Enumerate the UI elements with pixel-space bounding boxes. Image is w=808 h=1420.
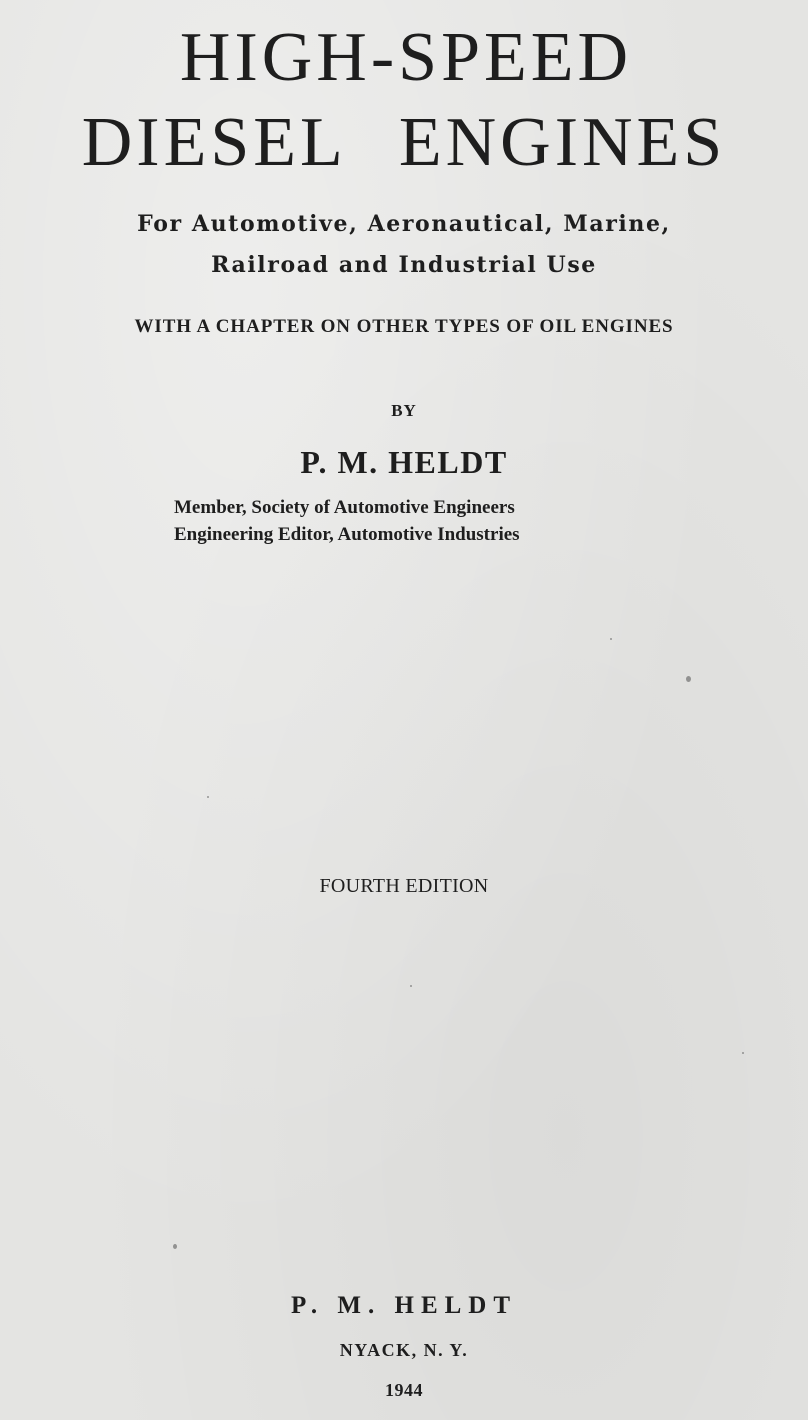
byline-by: BY <box>391 401 417 420</box>
subtitle-line2: Railroad and Industrial Use <box>211 252 597 278</box>
publisher-name: P. M. HELDT <box>290 1292 518 1319</box>
author-affiliation-1: Member, Society of Automotive Engineers <box>174 497 515 518</box>
edition-label: FOURTH EDITION <box>319 875 489 897</box>
publisher-place: NYACK, N. Y. <box>339 1340 469 1360</box>
paper-speck <box>742 1052 744 1054</box>
paper-speck <box>686 676 691 682</box>
book-title-line2 <box>0 103 808 183</box>
paper-speck <box>207 796 209 798</box>
publication-year: 1944 <box>385 1380 423 1400</box>
subtitle-line1: For Automotive, Aeronautical, Marine, <box>137 211 671 237</box>
book-title-line1: HIGH-SPEED <box>179 19 633 96</box>
author-affiliation-2: Engineering Editor, Automotive Industries <box>174 524 520 545</box>
chapter-note: WITH A CHAPTER ON OTHER TYPES OF OIL ENGINES <box>134 316 674 337</box>
paper-speck <box>410 985 412 987</box>
book-title-word-diesel: DIESEL <box>81 104 347 181</box>
author-name: P. M. HELDT <box>300 444 508 480</box>
book-title-word-engines: ENGINES <box>398 104 727 181</box>
paper-speck <box>610 638 612 640</box>
paper-speck <box>173 1244 177 1249</box>
